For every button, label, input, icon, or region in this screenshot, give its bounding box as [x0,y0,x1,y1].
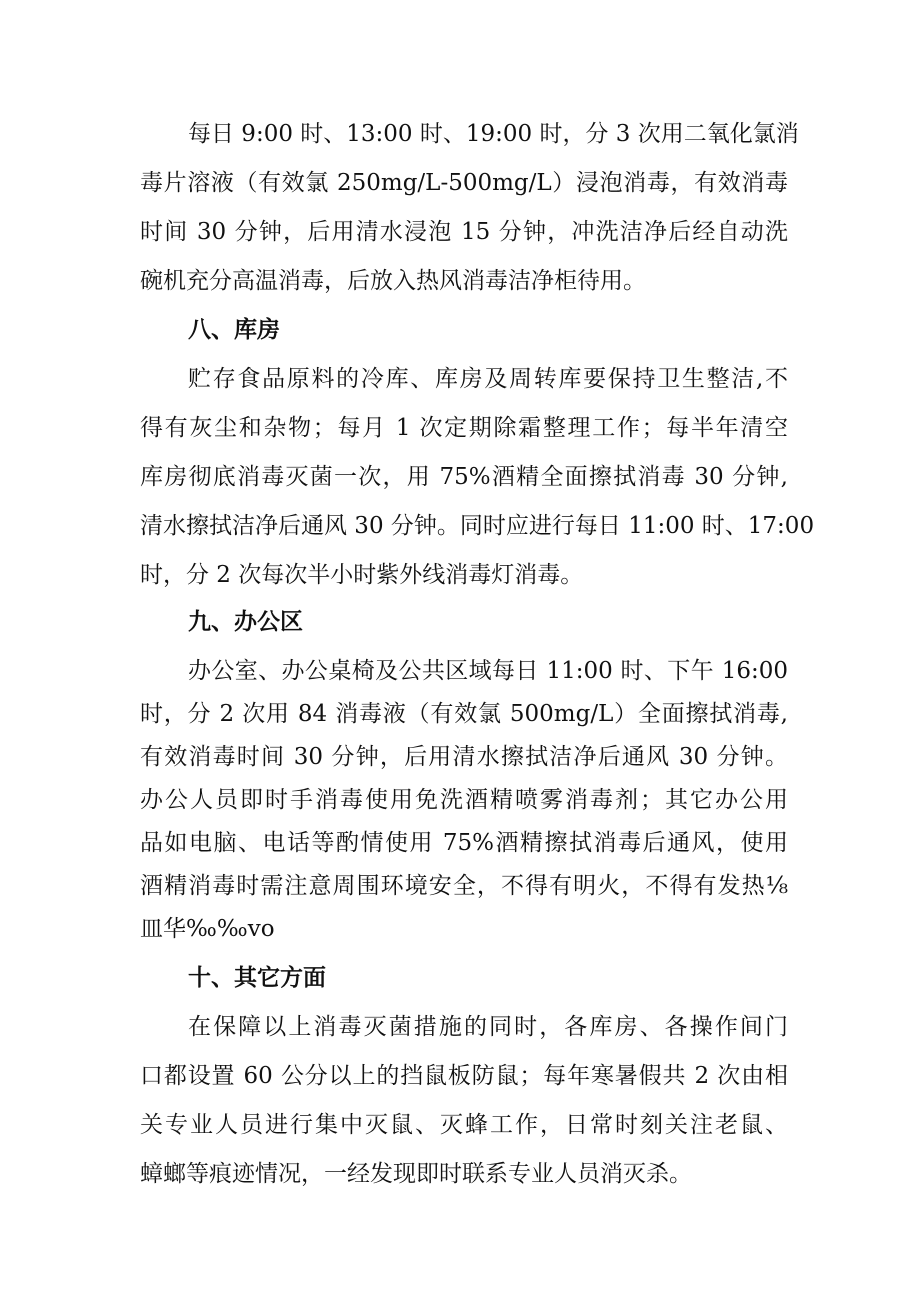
paragraph-line: 蟑螂等痕迹情况，一经发现即时联系专业人员消灭杀。 [140,1161,692,1187]
paragraph-line: 贮存食品原料的冷库、库房及周转库要保持卫生整洁,不 [188,366,788,392]
paragraph-line: 得有灰尘和杂物；每月 1 次定期除霜整理工作；每半年清空 [140,415,788,441]
paragraph-line: 时，分 2 次每次半小时紫外线消毒灯消毒。 [140,562,584,588]
paragraph-line: 品如电脑、电话等酌情使用 75%酒精擦拭消毒后通风，使用 [140,830,788,856]
paragraph-line: 酒精消毒时需注意周围环境安全，不得有明火，不得有发热⅛ [140,873,788,899]
paragraph-line: 库房彻底消毒灭菌一次，用 75%酒精全面擦拭消毒 30 分钟, [140,464,788,490]
paragraph-line: 口都设置 60 公分以上的挡鼠板防鼠；每年寒暑假共 2 次由相 [140,1063,788,1089]
paragraph-line: 时间 30 分钟，后用清水浸泡 15 分钟，冲洗洁净后经自动洗 [140,219,788,245]
paragraph-line: 每日 9:00 时、13:00 时、19:00 时，分 3 次用二氧化氯消 [188,121,799,147]
paragraph-line: 关专业人员进行集中灭鼠、灭蜂工作，日常时刻关注老鼠、 [140,1112,788,1138]
section-heading-other: 十、其它方面 [188,964,326,991]
paragraph-line: 皿华‰‰vo [140,916,275,942]
paragraph-line: 有效消毒时间 30 分钟，后用清水擦拭洁净后通风 30 分钟。 [140,744,788,770]
paragraph-line: 碗机充分高温消毒，后放入热风消毒洁净柜待用。 [140,268,646,294]
section-heading-storage: 八、库房 [188,316,280,343]
paragraph-line: 时，分 2 次用 84 消毒液（有效氯 500mg/L）全面擦拭消毒, [140,701,788,727]
paragraph-line: 毒片溶液（有效氯 250mg/L-500mg/L）浸泡消毒，有效消毒 [140,170,788,196]
paragraph-line: 办公人员即时手消毒使用免洗酒精喷雾消毒剂；其它办公用 [140,787,788,813]
paragraph-line: 清水擦拭洁净后通风 30 分钟。同时应进行每日 11:00 时、17:00 [140,513,815,539]
paragraph-line: 在保障以上消毒灭菌措施的同时，各库房、各操作间门 [188,1014,788,1040]
section-heading-office: 九、办公区 [188,608,303,635]
paragraph-line: 办公室、办公桌椅及公共区域每日 11:00 时、下午 16:00 [188,658,788,684]
